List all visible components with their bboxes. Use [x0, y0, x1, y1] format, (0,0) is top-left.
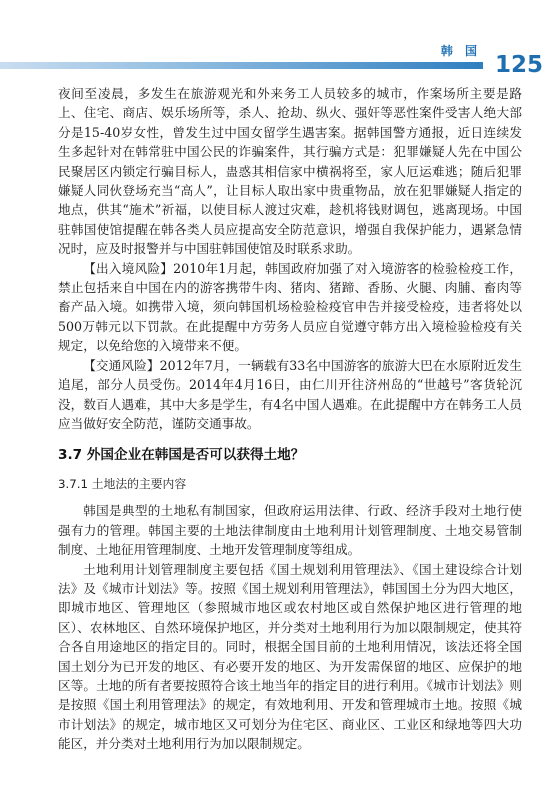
paragraph-continued: 夜间至凌晨，多发生在旅游观光和外来务工人员较多的城市，作案场所主要是路上、住宅、商店、娱乐场所等，杀人、抢劫、纵火、强奸等恶性案件受害人绝大部分是15-40岁女性，曾发生过中国女留学生遇害案。据韩国警方通报，近日连续发生多起针对在韩常驻中国公民的诈骗案件，其行骗方式是：犯罪嫌疑人先在中国公民聚居区内锁定行骗目标人，蛊惑其相信家中横祸将至，家人厄运难逃；随后犯罪嫌疑人同伙登场充当“高人”，让目标人取出家中贵重物品，放在犯罪嫌疑人指定的地点，供其“施术”祈福，以使目标人渡过灾难，趁机将钱财调包，逃离现场。中国驻韩国使馆提醒在韩各类人员应提高安全防范意识，增强自我保护能力，遇紧急情况时，应及时报警并与中国驻韩国使馆及时联系求助。: [58, 86, 522, 257]
page-body: [58, 84, 522, 754]
running-header-country: 韩 国: [440, 44, 481, 58]
page-number: 125: [494, 52, 543, 78]
paragraph-land-planning: 土地利用计划管理制度主要包括《国土规划利用管理法》、《国土建设综合计划法》及《城市计划法》等。按照《国土规划利用管理法》，韩国国土分为四大地区，即城市地区、管理地区（参照城市地区或农村地区或自然保护地区进行管理的地区）、农林地区、自然环境保护地区，并分类对土地利用行为加以限制规定，使其符合各自用途地区的指定目的。同时，根据全国目前的土地利用情况，该法还将全国国土划分为已开发的地区、有必要开发的地区、为开发需保留的地区、应保护的地区等。土地的所有者要按照符合该土地当年的指定目的进行利用。《城市计划法》则是按照《国土利用管理法》的规定，有效地利用、开发和管理城市土地。按照《城市计划法》的规定，城市地区又可划分为住宅区、商业区、工业区和绿地等四大功能区，并分类对土地利用行为加以限制规定。: [58, 561, 522, 752]
section-heading: 3.7 外国企业在韩国是否可以获得土地？: [58, 447, 305, 464]
paragraph-traffic-risk: 【交通风险】2012年7月，一辆载有33名中国游客的旅游大巴在水原附近发生追尾，部分人员受伤。2014年4月16日，由仁川开往济州岛的“世越号”客货轮沉没，数百人遇难，其中大多是学生，有4名中国人遇难。在此提醒中方在韩务工人员应当做好安全防范，谨防交通事故。: [58, 357, 522, 431]
paragraph-entry-exit-risk: 【出入境风险】2010年1月起，韩国政府加强了对入境游客的检验检疫工作，禁止包括来自中国在内的游客携带牛肉、猪肉、猪蹄、香肠、火腿、肉脯、畜肉等畜产品入境。如携带入境，须向韩国机场检验检疫官申告并接受检疫，违者将处以500万韩元以下罚款。在此提醒中方劳务人员应自觉遵守韩方出入境检验检疫有关规定，以免给您的入境带来不便。: [58, 260, 522, 354]
paragraph-land-ownership: 韩国是典型的土地私有制国家，但政府运用法律、行政、经济手段对土地行使强有力的管理。韩国主要的土地法律制度由土地利用计划管理制度、土地交易管制制度、土地征用管理制度、土地开发管理制度等组成。: [58, 503, 522, 558]
page-header: [0, 0, 559, 78]
subsection-heading: 3.7.1 土地法的主要内容: [58, 477, 187, 492]
header-gradient-bar: [0, 62, 483, 69]
